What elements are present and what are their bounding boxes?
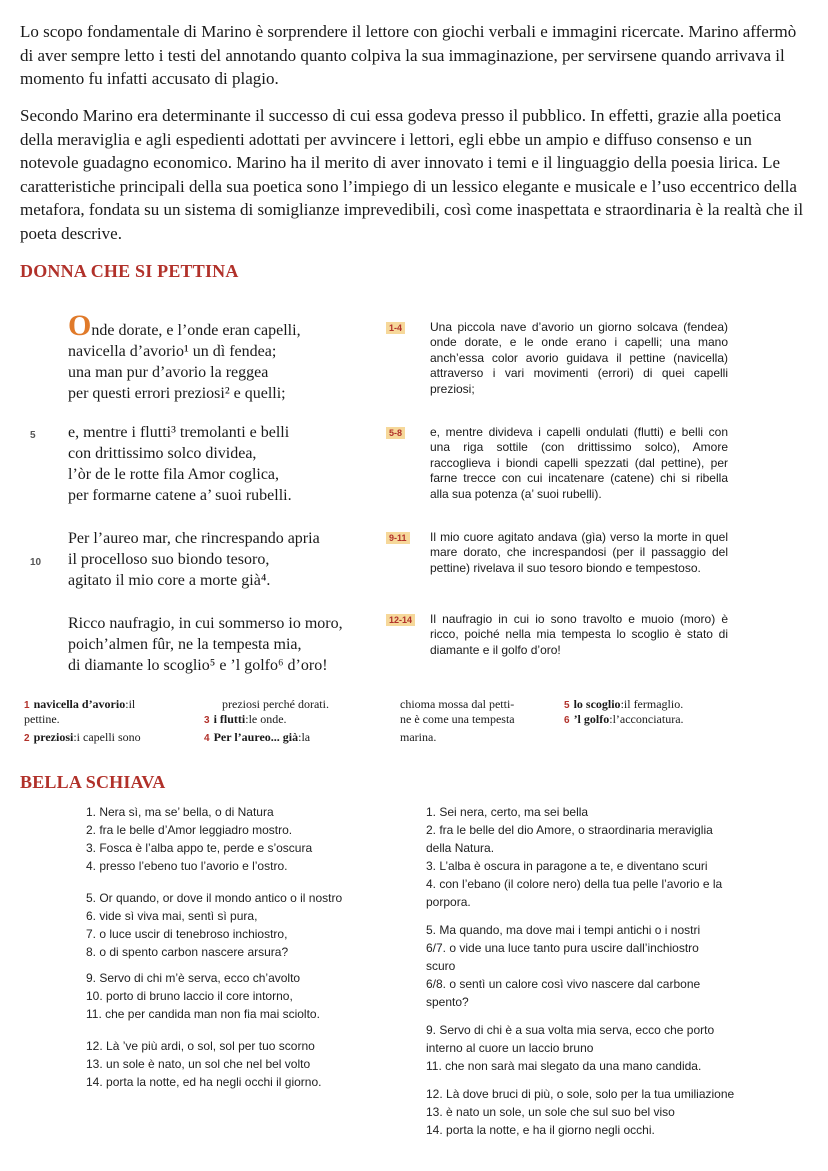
verse-text: Per l’aureo mar, che rincrespando apria [68, 530, 320, 547]
footnote-term: lo scoglio [573, 697, 621, 711]
translation-line: 6/8. o sentì un calore così vivo nascere dal carbone [426, 977, 701, 991]
verse-line: 5. Or quando, or dove il mondo antico o il nostro [86, 891, 343, 905]
translation-line: 13. è nato un sole, un sole che sul suo bel viso [426, 1105, 675, 1119]
stanza-original-4 [86, 1037, 416, 1091]
verse-text: con drittissimo solco dividea, [68, 445, 257, 462]
verse-line: 7. o luce uscir di tenebroso inchiostro, [86, 927, 288, 941]
footnote-6 [564, 712, 684, 728]
gloss-text: Il naufragio in cui io sono travolto e muoio (moro) è ricco, poiché nella mia tempesta lo scoglio è stato di diamante e il golfo d’oro! [430, 612, 728, 657]
verse-text: per formarne catene a’ suoi rubelli. [68, 487, 292, 504]
footnote-term: navicella d’avorio [33, 697, 126, 711]
verse-line [30, 528, 400, 549]
footnote-2-cont: preziosi perché dorati. [222, 697, 329, 711]
verse-line [30, 443, 400, 464]
verse-text: e, mentre i flutti³ tremolanti e belli [68, 424, 290, 441]
verse-line: 13. un sole è nato, un sol che nel bel volto [86, 1057, 311, 1071]
translation-line: spento? [426, 995, 469, 1009]
stanza-translation-1 [426, 803, 786, 911]
footnote-1 [24, 697, 135, 713]
stanza-translation-4 [426, 1085, 786, 1139]
stanza-1 [30, 309, 400, 404]
verse-line: 10. porto di bruno laccio il core intorno, [86, 989, 293, 1003]
footnote-5 [564, 697, 683, 713]
verse-line [30, 422, 400, 443]
stanza-4 [30, 613, 400, 676]
verse-text: nde dorate, e l’onde eran capelli, [91, 322, 301, 339]
verse-line: 9. Servo di chi m’è serva, ecco ch’avolto [86, 971, 301, 985]
translation-line: 12. Là dove bruci di più, o sole, solo per la tua umiliazione [426, 1087, 735, 1101]
footnote-1-cont: pettine. [24, 712, 60, 726]
verse-text: una man pur d’avorio la reggea [68, 364, 269, 381]
translation-line: 9. Servo di chi è a sua volta mia serva, ecco che porto [426, 1023, 715, 1037]
translation-column [426, 803, 786, 1139]
intro-paragraph-2: Secondo Marino era determinante il successo di cui essa godeva presso il pubblico. In effetti, grazie alla poetica della meraviglia e agli espedienti adottati per avvincere i lettori, egli ebbe un ampio e diffuso consenso e un notevole guadagno economico. Marino ha il merito di aver innovato i temi e il linguaggio della poesia lirica. Le caratteristiche principali della sua poetica sono l’impiego di un lessico elegante e musicale e l’uso eccentrico della metafora, fondata su un sistema di somiglianze imprevedibili, così come inaspettata e straordinaria è la realtà che il poeta descrive. [20, 106, 804, 243]
gloss-text: e, mentre divideva i capelli ondulati (flutti) e belli con una riga sottile (con drittissimo solco), Amore raccoglieva i biondi capelli spezzati (dal pettine), per farne trecce con cui incatenare (catene) chi si ribella alla sua potenza (a’ suoi rubelli). [430, 425, 728, 501]
gloss-text: Il mio cuore agitato andava (gìa) verso la morte in quel mare dorato, che increspandosi (per il passaggio del pettine) rivelava il suo tesoro biondo e tempestoso. [430, 530, 728, 575]
stanza-translation-3 [426, 1021, 786, 1075]
stanza-original-2 [86, 889, 416, 961]
verse-text: l’òr de le rotte fila Amor coglica, [68, 466, 280, 483]
footnote-number: 2 [24, 733, 30, 744]
footnote-definition: :la [298, 730, 311, 744]
original-text-column [86, 803, 416, 1091]
gloss-range-tag: 5-8 [386, 427, 405, 439]
footnote-term: preziosi [33, 730, 74, 744]
stanza-2 [30, 422, 400, 506]
footnote-number: 6 [564, 715, 570, 726]
intro-paragraph-1: Lo scopo fondamentale di Marino è sorprendere il lettore con giochi verbali e immagini ricercate. Marino affermò di aver sempre letto i testi del annotando quanto colpiva la sua immaginazione, per servirsene quando arrivava il momento fu infatti accusato di plagio. [20, 22, 797, 88]
footnote-2 [24, 730, 141, 746]
footnote-4-cont-a: chioma mossa dal petti- [400, 697, 515, 711]
stanza-original-3 [86, 969, 416, 1023]
line-number: 5 [30, 430, 36, 441]
verse-text: di diamante lo scoglio⁵ e ’l golfo⁶ d’oro! [68, 657, 328, 674]
translation-line: scuro [426, 959, 456, 973]
spacer [426, 1075, 786, 1085]
translation-line: della Natura. [426, 841, 495, 855]
verse-line [30, 655, 400, 676]
gloss-1-4 [386, 320, 728, 397]
verse-line: 8. o di spento carbon nascere arsura? [86, 945, 289, 959]
translation-line: 5. Ma quando, ma dove mai i tempi antichi o i nostri [426, 923, 701, 937]
footnote-4-cont-b: ne è come una tempesta [400, 712, 515, 726]
translation-line: 4. con l’ebano (il colore nero) della tua pelle l’avorio e la [426, 877, 723, 891]
verse-text: navicella d’avorio¹ un dì fendea; [68, 343, 277, 360]
translation-line: interno al cuore un laccio bruno [426, 1041, 594, 1055]
footnote-number: 5 [564, 700, 570, 711]
footnote-definition: :l’acconciatura. [609, 712, 684, 726]
verse-line: 6. vide sì viva mai, sentì sì pura, [86, 909, 258, 923]
footnote-4-cont-c: marina. [400, 730, 437, 744]
spacer [86, 1023, 416, 1037]
footnote-term: ’l golfo [573, 712, 610, 726]
verse-line [30, 362, 400, 383]
verse-line [30, 570, 400, 591]
verse-text: per questi errori preziosi² e quelli; [68, 385, 286, 402]
verse-line [30, 485, 400, 506]
verse-text: agitato il mio core a morte già⁴. [68, 572, 271, 589]
translation-line: 2. fra le belle del dio Amore, o straordinaria meraviglia [426, 823, 713, 837]
footnote-term: i flutti [213, 712, 246, 726]
footnote-number: 1 [24, 700, 30, 711]
verse-line: 2. fra le belle d’Amor leggiadro mostro. [86, 823, 293, 837]
footnote-definition: :i capelli sono [73, 730, 141, 744]
footnote-definition: :il [125, 697, 136, 711]
verse-line [30, 613, 400, 634]
verse-text: poich’almen fûr, ne la tempesta mia, [68, 636, 302, 653]
gloss-text: Una piccola nave d’avorio un giorno solcava (fendea) onde dorate, e le onde erano i capelli; una mano anch’essa color avorio guidava il pettine (navicella) attraverso i vari movimenti (errori) di quei capelli preziosi; [430, 320, 728, 396]
translation-line: 11. che non sarà mai slegato da una mano candida. [426, 1059, 702, 1073]
stanza-original-1 [86, 803, 416, 875]
verse-line: 4. presso l’ebeno tuo l’avorio e l’ostro. [86, 859, 288, 873]
verse-line: 3. Fosca è l’alba appo te, perde e s’oscura [86, 841, 313, 855]
footnote-number: 4 [204, 733, 210, 744]
gloss-range-tag: 1-4 [386, 322, 405, 334]
spacer [86, 875, 416, 889]
spacer [426, 911, 786, 921]
line-number: 10 [30, 557, 42, 568]
gloss-range-tag: 9-11 [386, 532, 410, 544]
verse-line: 1. Nera sì, ma se’ bella, o di Natura [86, 805, 274, 819]
gloss-range-tag: 12-14 [386, 614, 415, 626]
footnote-term: Per l’aureo... già [213, 730, 299, 744]
footnote-definition: :il fermaglio. [620, 697, 684, 711]
verse-line [30, 309, 400, 342]
verse-line: 14. porta la notte, ed ha negli occhi il giorno. [86, 1075, 322, 1089]
footnote-4 [204, 730, 310, 746]
verse-line [30, 383, 400, 404]
stanza-3 [30, 528, 400, 591]
verse-line: 11. che per candida man non fia mai sciolto. [86, 1007, 320, 1021]
translation-line: 14. porta la notte, e ha il giorno negli occhi. [426, 1123, 655, 1137]
verse-line: 12. Là ’ve più ardi, o sol, sol per tuo scorno [86, 1039, 315, 1053]
drop-cap: O [68, 309, 92, 342]
verse-line [30, 634, 400, 655]
gloss-5-8 [386, 425, 728, 502]
footnote-3 [204, 712, 287, 728]
poem-title-bella-schiava: BELLA SCHIAVA [20, 772, 166, 792]
verse-text: Ricco naufragio, in cui sommerso io moro, [68, 615, 343, 632]
gloss-9-11 [386, 530, 728, 576]
gloss-12-14 [386, 612, 728, 658]
poem-title-donna-che-si-pettina: DONNA CHE SI PETTINA [20, 261, 239, 281]
spacer [86, 961, 416, 969]
verse-text: il procelloso suo biondo tesoro, [68, 551, 270, 568]
verse-line [30, 549, 400, 570]
footnote-definition: :le onde. [245, 712, 287, 726]
translation-line: 1. Sei nera, certo, ma sei bella [426, 805, 589, 819]
translation-line: porpora. [426, 895, 471, 909]
verse-line [30, 464, 400, 485]
translation-line: 6/7. o vide una luce tanto pura uscire dall’inchiostro [426, 941, 699, 955]
footnote-number: 3 [204, 715, 210, 726]
stanza-translation-2 [426, 921, 786, 1011]
verse-line [30, 341, 400, 362]
translation-line: 3. L’alba è oscura in paragone a te, e diventano scuri [426, 859, 708, 873]
spacer [426, 1011, 786, 1021]
